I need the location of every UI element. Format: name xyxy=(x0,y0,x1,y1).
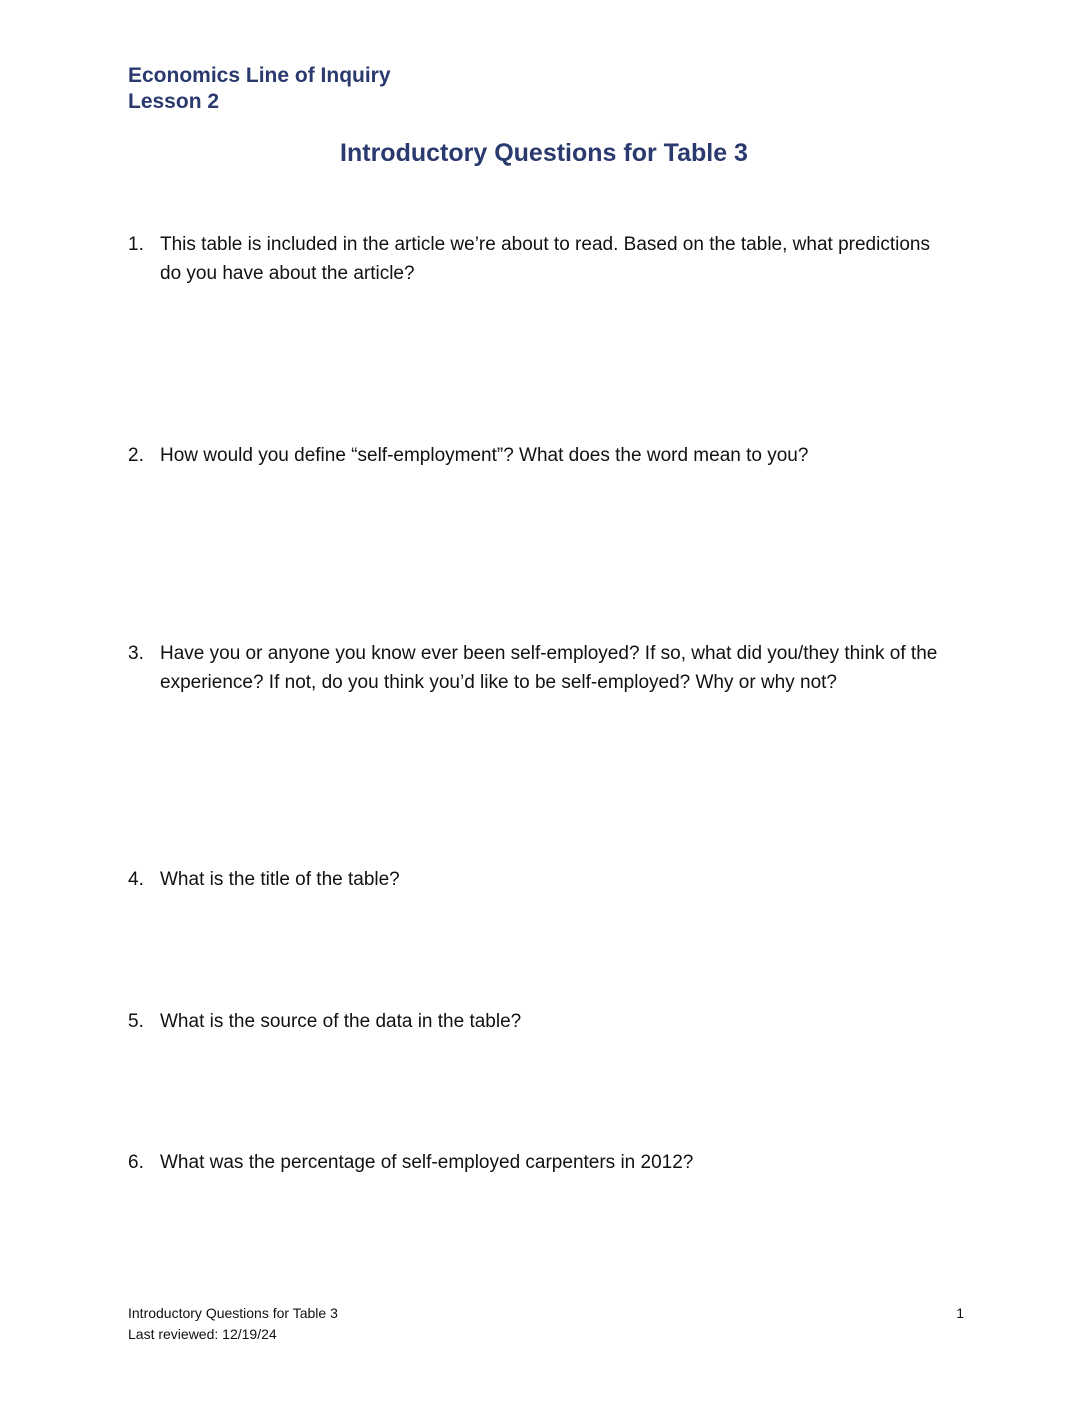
question-text: Have you or anyone you know ever been self-employed? If so, what did you/they think of the experience? If not, do you think you’d like to be self-employed? Why or why not? xyxy=(160,643,938,693)
header-course: Economics Line of Inquiry xyxy=(128,64,391,87)
question-item xyxy=(128,1007,948,1036)
question-item xyxy=(128,865,948,894)
question-item xyxy=(128,441,948,470)
question-text: What was the percentage of self-employed carpenters in 2012? xyxy=(160,1152,694,1173)
question-text: How would you define “self-employment”? What does the word mean to you? xyxy=(160,445,809,466)
question-number: 6. xyxy=(128,1152,144,1173)
question-text: What is the source of the data in the table? xyxy=(160,1011,522,1032)
question-text: What is the title of the table? xyxy=(160,869,400,890)
question-item xyxy=(128,639,948,697)
question-item xyxy=(128,230,948,288)
footer-last-reviewed: Last reviewed: 12/19/24 xyxy=(128,1326,277,1342)
question-number: 3. xyxy=(128,643,144,664)
question-item xyxy=(128,1148,948,1177)
question-text: This table is included in the article we’re about to read. Based on the table, what predictions do you have about the article? xyxy=(160,234,930,284)
footer-document-name: Introductory Questions for Table 3 xyxy=(128,1305,338,1321)
question-number: 1. xyxy=(128,234,144,255)
page-number: 1 xyxy=(956,1305,964,1321)
page-title: Introductory Questions for Table 3 xyxy=(340,139,748,167)
question-number: 4. xyxy=(128,869,144,890)
page-footer xyxy=(128,1303,338,1345)
question-number: 5. xyxy=(128,1011,144,1032)
question-number: 2. xyxy=(128,445,144,466)
header-lesson: Lesson 2 xyxy=(128,90,220,113)
document-header xyxy=(128,63,391,115)
